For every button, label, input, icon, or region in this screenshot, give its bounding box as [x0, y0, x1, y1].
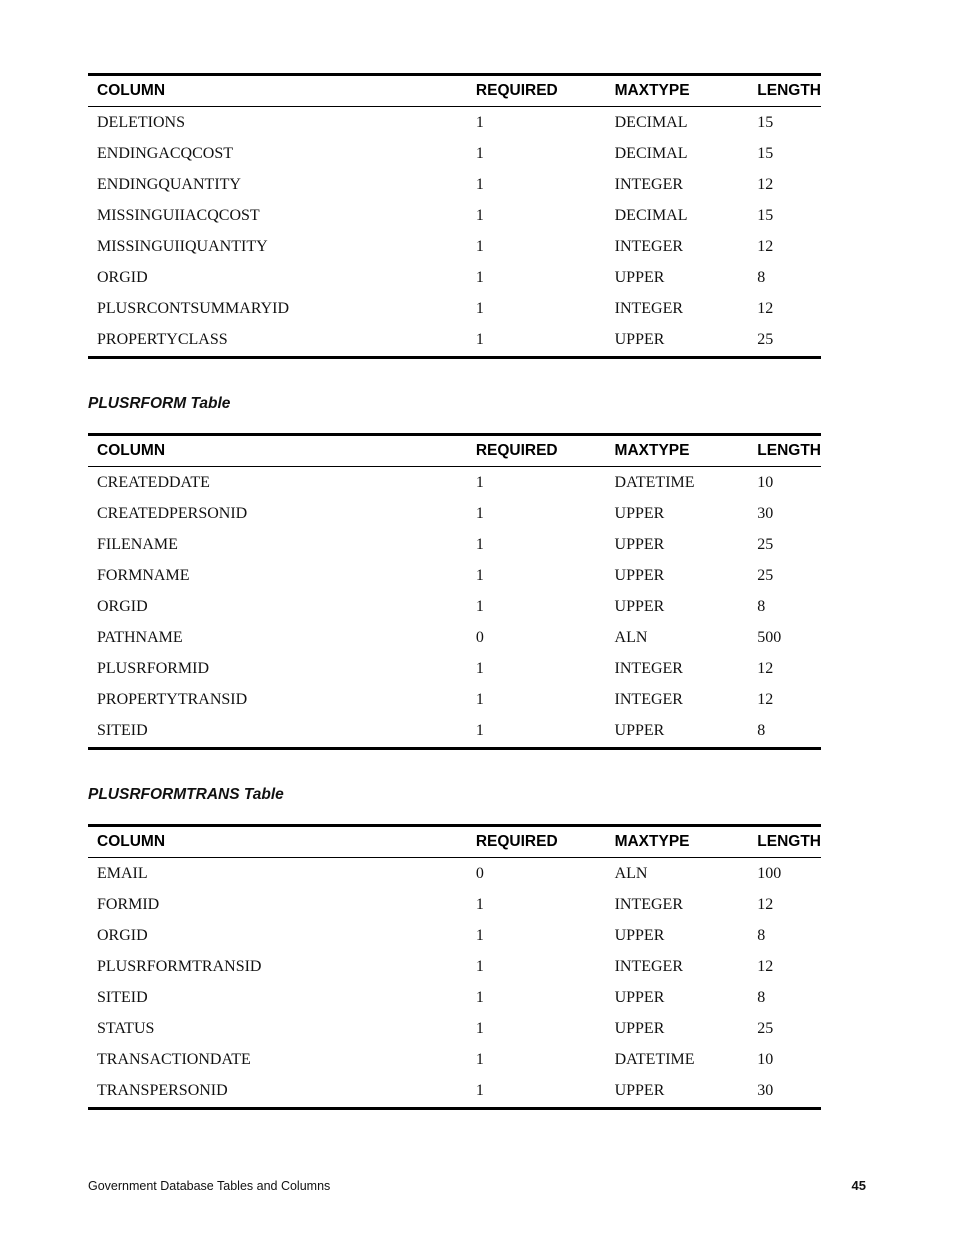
- maxtype-cell: UPPER: [606, 716, 749, 749]
- required-cell: 1: [475, 597, 484, 615]
- length-cell: 100: [757, 864, 782, 882]
- length-cell: 12: [757, 660, 774, 678]
- maxtype-cell: ALN: [614, 864, 648, 882]
- maxtype-cell: UPPER: [614, 504, 665, 522]
- maxtype-cell: UPPER: [606, 1076, 749, 1109]
- column-name-cell: STATUS: [97, 1020, 155, 1038]
- length-cell: 500: [757, 629, 782, 647]
- table-row: [88, 982, 821, 1013]
- column-name-cell: FILENAME: [97, 535, 178, 553]
- table-row: [88, 231, 821, 262]
- maxtype-cell: DATETIME: [614, 473, 695, 491]
- length-cell: 25: [757, 535, 774, 553]
- table-row: [88, 467, 821, 499]
- maxtype-cell: DECIMAL: [614, 113, 688, 131]
- column-header: COLUMN: [88, 435, 467, 467]
- maxtype-cell: INTEGER: [614, 957, 683, 975]
- table-row: [88, 1045, 821, 1076]
- table-body: [88, 107, 821, 358]
- length-cell: 30: [748, 1076, 821, 1109]
- required-cell: 1: [467, 716, 606, 749]
- column-name-cell: PLUSRCONTSUMMARYID: [97, 300, 290, 318]
- table-body: [88, 858, 821, 1109]
- table-row: [88, 951, 821, 982]
- maxtype-cell: UPPER: [614, 988, 665, 1006]
- length-header: LENGTH: [748, 75, 821, 107]
- table-row: [88, 716, 821, 749]
- required-cell: 1: [475, 473, 484, 491]
- required-header: REQUIRED: [467, 75, 606, 107]
- length-cell: 25: [748, 325, 821, 358]
- table-row: [88, 591, 821, 622]
- table-row: [88, 889, 821, 920]
- required-cell: 1: [475, 691, 484, 709]
- required-cell: 1: [475, 660, 484, 678]
- length-cell: 15: [757, 206, 774, 224]
- table-row: [88, 529, 821, 560]
- maxtype-cell: UPPER: [614, 926, 665, 944]
- maxtype-cell: UPPER: [606, 325, 749, 358]
- maxtype-cell: INTEGER: [614, 175, 684, 193]
- maxtype-header: MAXTYPE: [606, 75, 749, 107]
- length-cell: 25: [757, 566, 774, 584]
- column-name-cell: TRANSACTIONDATE: [97, 1051, 251, 1069]
- required-header: REQUIRED: [467, 435, 606, 467]
- length-cell: 12: [757, 895, 774, 913]
- table-title-plusrform: PLUSRFORM Table: [88, 395, 231, 412]
- length-cell: 10: [757, 1051, 774, 1069]
- column-name-cell: ORGID: [97, 597, 148, 615]
- table-row: [88, 200, 821, 231]
- maxtype-cell: INTEGER: [614, 237, 684, 255]
- table-row: [88, 920, 821, 951]
- table-row: [88, 654, 821, 685]
- column-name-cell: MISSINGUIIACQCOST: [97, 206, 260, 224]
- table-continued: [88, 73, 821, 359]
- required-cell: 1: [475, 1020, 484, 1038]
- required-cell: 1: [475, 895, 484, 913]
- length-cell: 25: [757, 1020, 774, 1038]
- column-name-cell: ORGID: [97, 926, 148, 944]
- footer-title: Government Database Tables and Columns: [88, 1179, 331, 1193]
- required-cell: 1: [475, 175, 484, 193]
- column-name-cell: DELETIONS: [97, 113, 185, 131]
- table-title-plusrformtrans: PLUSRFORMTRANS Table: [88, 786, 284, 803]
- length-cell: 8: [757, 926, 766, 944]
- required-cell: 1: [475, 926, 484, 944]
- required-cell: 1: [475, 300, 484, 318]
- length-cell: 12: [757, 957, 774, 975]
- maxtype-cell: UPPER: [614, 597, 665, 615]
- table-plusrform: [88, 433, 821, 750]
- length-cell: 12: [757, 300, 774, 318]
- length-cell: 12: [757, 691, 774, 709]
- length-header: LENGTH: [748, 826, 821, 858]
- column-header: COLUMN: [88, 826, 467, 858]
- table-row: [88, 262, 821, 293]
- maxtype-cell: DECIMAL: [614, 206, 688, 224]
- column-name-cell: PROPERTYCLASS: [88, 325, 467, 358]
- column-name-cell: FORMNAME: [97, 566, 190, 584]
- required-cell: 1: [475, 566, 484, 584]
- maxtype-cell: UPPER: [614, 1020, 665, 1038]
- table-row: [88, 325, 821, 358]
- column-name-cell: CREATEDPERSONID: [97, 504, 248, 522]
- header-row: [88, 75, 821, 107]
- column-name-cell: PLUSRFORMTRANSID: [97, 957, 262, 975]
- required-cell: 0: [475, 864, 484, 882]
- length-cell: 8: [748, 716, 821, 749]
- table-row: [88, 169, 821, 200]
- length-cell: 12: [757, 237, 774, 255]
- length-cell: 10: [757, 473, 774, 491]
- required-cell: 0: [475, 629, 484, 647]
- table-row: [88, 858, 821, 890]
- required-cell: 1: [467, 1076, 606, 1109]
- maxtype-cell: UPPER: [614, 566, 665, 584]
- column-name-cell: ORGID: [97, 269, 148, 287]
- column-name-cell: PATHNAME: [97, 629, 183, 647]
- page-number: 45: [851, 1178, 866, 1193]
- table-row: [88, 294, 821, 325]
- column-name-cell: PLUSRFORMID: [97, 660, 210, 678]
- header-row: [88, 435, 821, 467]
- length-cell: 8: [757, 597, 766, 615]
- table-row: [88, 622, 821, 653]
- maxtype-header: MAXTYPE: [606, 435, 749, 467]
- required-cell: 1: [467, 325, 606, 358]
- column-name-cell: PROPERTYTRANSID: [97, 691, 248, 709]
- column-name-cell: SITEID: [97, 988, 148, 1006]
- maxtype-cell: ALN: [614, 629, 648, 647]
- required-cell: 1: [475, 269, 484, 287]
- table-plusrformtrans: [88, 824, 821, 1110]
- table-row: [88, 1076, 821, 1109]
- maxtype-cell: UPPER: [614, 535, 665, 553]
- required-cell: 1: [475, 113, 484, 131]
- maxtype-cell: DATETIME: [614, 1051, 695, 1069]
- required-cell: 1: [475, 957, 484, 975]
- maxtype-cell: INTEGER: [614, 300, 684, 318]
- required-cell: 1: [475, 144, 484, 162]
- required-header: REQUIRED: [467, 826, 606, 858]
- column-name-cell: EMAIL: [97, 864, 148, 882]
- column-header: COLUMN: [88, 75, 467, 107]
- column-name-cell: FORMID: [97, 895, 160, 913]
- table-body: [88, 467, 821, 749]
- table-row: [88, 685, 821, 716]
- length-cell: 8: [757, 269, 766, 287]
- maxtype-cell: INTEGER: [614, 660, 683, 678]
- length-cell: 15: [757, 113, 774, 131]
- column-name-cell: CREATEDDATE: [97, 473, 210, 491]
- column-name-cell: TRANSPERSONID: [88, 1076, 467, 1109]
- maxtype-cell: INTEGER: [614, 691, 683, 709]
- table-row: [88, 498, 821, 529]
- length-cell: 15: [757, 144, 774, 162]
- length-cell: 30: [757, 504, 774, 522]
- table-row: [88, 107, 821, 139]
- length-header: LENGTH: [748, 435, 821, 467]
- column-name-cell: SITEID: [88, 716, 467, 749]
- maxtype-cell: UPPER: [614, 269, 665, 287]
- header-row: [88, 826, 821, 858]
- required-cell: 1: [475, 206, 484, 224]
- table-row: [88, 560, 821, 591]
- required-cell: 1: [475, 988, 484, 1006]
- maxtype-cell: DECIMAL: [614, 144, 688, 162]
- maxtype-cell: INTEGER: [614, 895, 683, 913]
- required-cell: 1: [475, 535, 484, 553]
- column-name-cell: MISSINGUIIQUANTITY: [97, 237, 268, 255]
- maxtype-header: MAXTYPE: [606, 826, 749, 858]
- column-name-cell: ENDINGQUANTITY: [97, 175, 241, 193]
- required-cell: 1: [475, 504, 484, 522]
- length-cell: 8: [757, 988, 766, 1006]
- required-cell: 1: [475, 1051, 484, 1069]
- length-cell: 12: [757, 175, 774, 193]
- column-name-cell: ENDINGACQCOST: [97, 144, 233, 162]
- required-cell: 1: [475, 237, 484, 255]
- table-row: [88, 138, 821, 169]
- table-row: [88, 1013, 821, 1044]
